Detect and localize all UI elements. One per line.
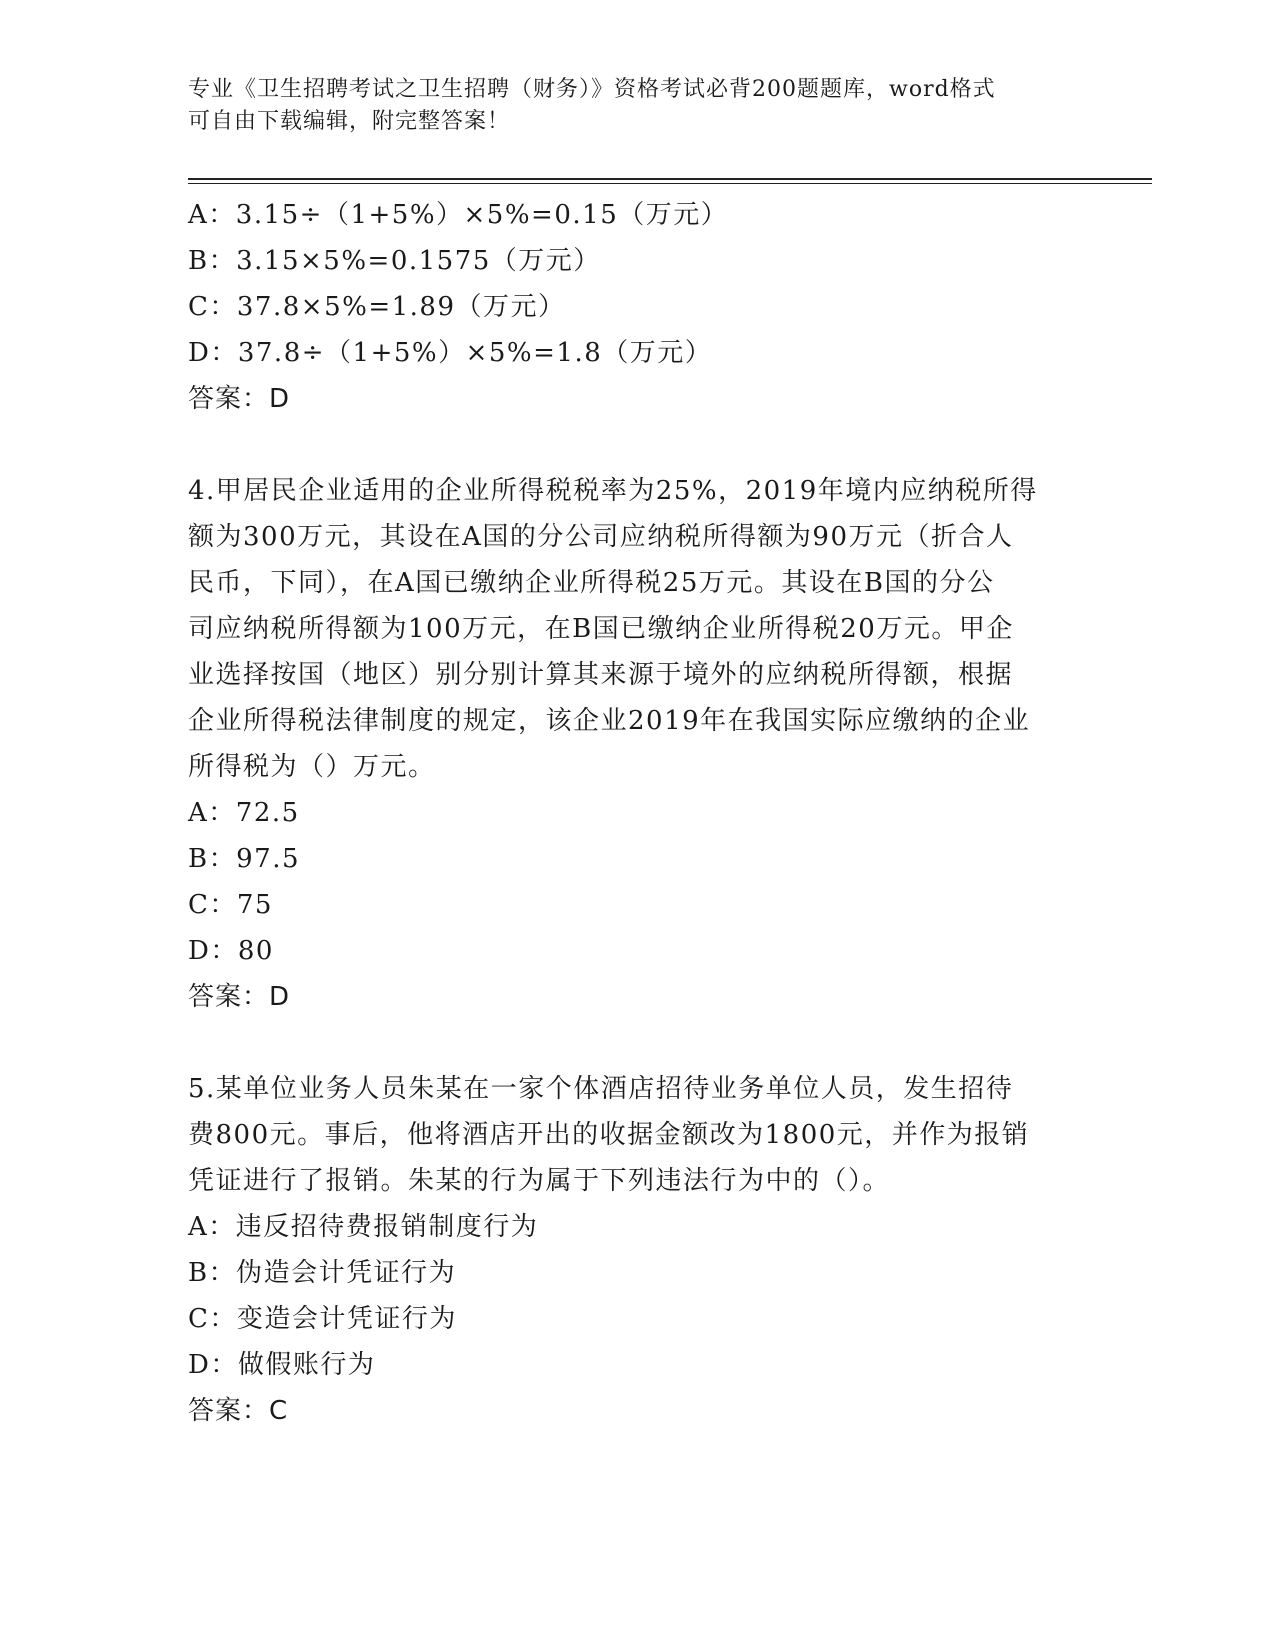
option-d: D：37.8÷（1+5%）×5%=1.8（万元） <box>188 338 713 368</box>
question-4-line: 司应纳税所得额为100万元，在B国已缴纳企业所得税20万元。甲企 <box>188 614 1014 644</box>
option-c: C：75 <box>188 890 273 920</box>
question-4-answer: 答案：D <box>188 982 291 1012</box>
option-b: B：97.5 <box>188 844 300 874</box>
header-line-1: 专业《卫生招聘考试之卫生招聘（财务）》资格考试必背200题题库，word格式 <box>188 77 996 102</box>
document-body <box>188 192 1088 1434</box>
question-4-line: 企业所得税法律制度的规定，该企业2019年在我国实际应缴纳的企业 <box>188 706 1031 736</box>
option-a: A：72.5 <box>188 798 300 828</box>
header-line-2: 可自由下载编辑，附完整答案！ <box>188 109 511 134</box>
question-4-line: 民币，下同），在A国已缴纳企业所得税25万元。其设在B国的分公 <box>188 568 995 598</box>
spacer <box>188 1020 1088 1066</box>
spacer <box>188 422 1088 468</box>
question-4-stem <box>188 468 1088 790</box>
question-5-line: 凭证进行了报销。朱某的行为属于下列违法行为中的（）。 <box>188 1166 891 1196</box>
document-header <box>188 74 1068 138</box>
option-b: B：伪造会计凭证行为 <box>188 1258 457 1288</box>
option-b: B：3.15×5%=0.1575（万元） <box>188 246 601 276</box>
option-c: C：变造会计凭证行为 <box>188 1304 457 1334</box>
question-4-line: 额为300万元，其设在A国的分公司应纳税所得额为90万元（折合人 <box>188 522 1014 552</box>
question-3-answer: 答案：D <box>188 384 291 414</box>
question-5-line: 费800元。事后，他将酒店开出的收据金额改为1800元，并作为报销 <box>188 1120 1030 1150</box>
question-4-line: 业选择按国（地区）别分别计算其来源于境外的应纳税所得额，根据 <box>188 660 1014 690</box>
header-divider <box>188 178 1152 184</box>
question-5-answer: 答案：C <box>188 1396 289 1426</box>
question-5-options <box>188 1204 1088 1388</box>
option-d: D：做假账行为 <box>188 1350 376 1380</box>
question-5-line: 5.某单位业务人员朱某在一家个体酒店招待业务单位人员，发生招待 <box>188 1074 1014 1104</box>
question-4-line: 所得税为（）万元。 <box>188 752 436 782</box>
question-3-options <box>188 192 1088 376</box>
question-4-options <box>188 790 1088 974</box>
option-d: D：80 <box>188 936 274 966</box>
question-5-stem <box>188 1066 1088 1204</box>
option-c: C：37.8×5%=1.89（万元） <box>188 292 566 322</box>
option-a: A：3.15÷（1+5%）×5%=0.15（万元） <box>188 200 729 230</box>
option-a: A：违反招待费报销制度行为 <box>188 1212 539 1242</box>
question-4-line: 4.甲居民企业适用的企业所得税税率为25%，2019年境内应纳税所得 <box>188 476 1038 506</box>
